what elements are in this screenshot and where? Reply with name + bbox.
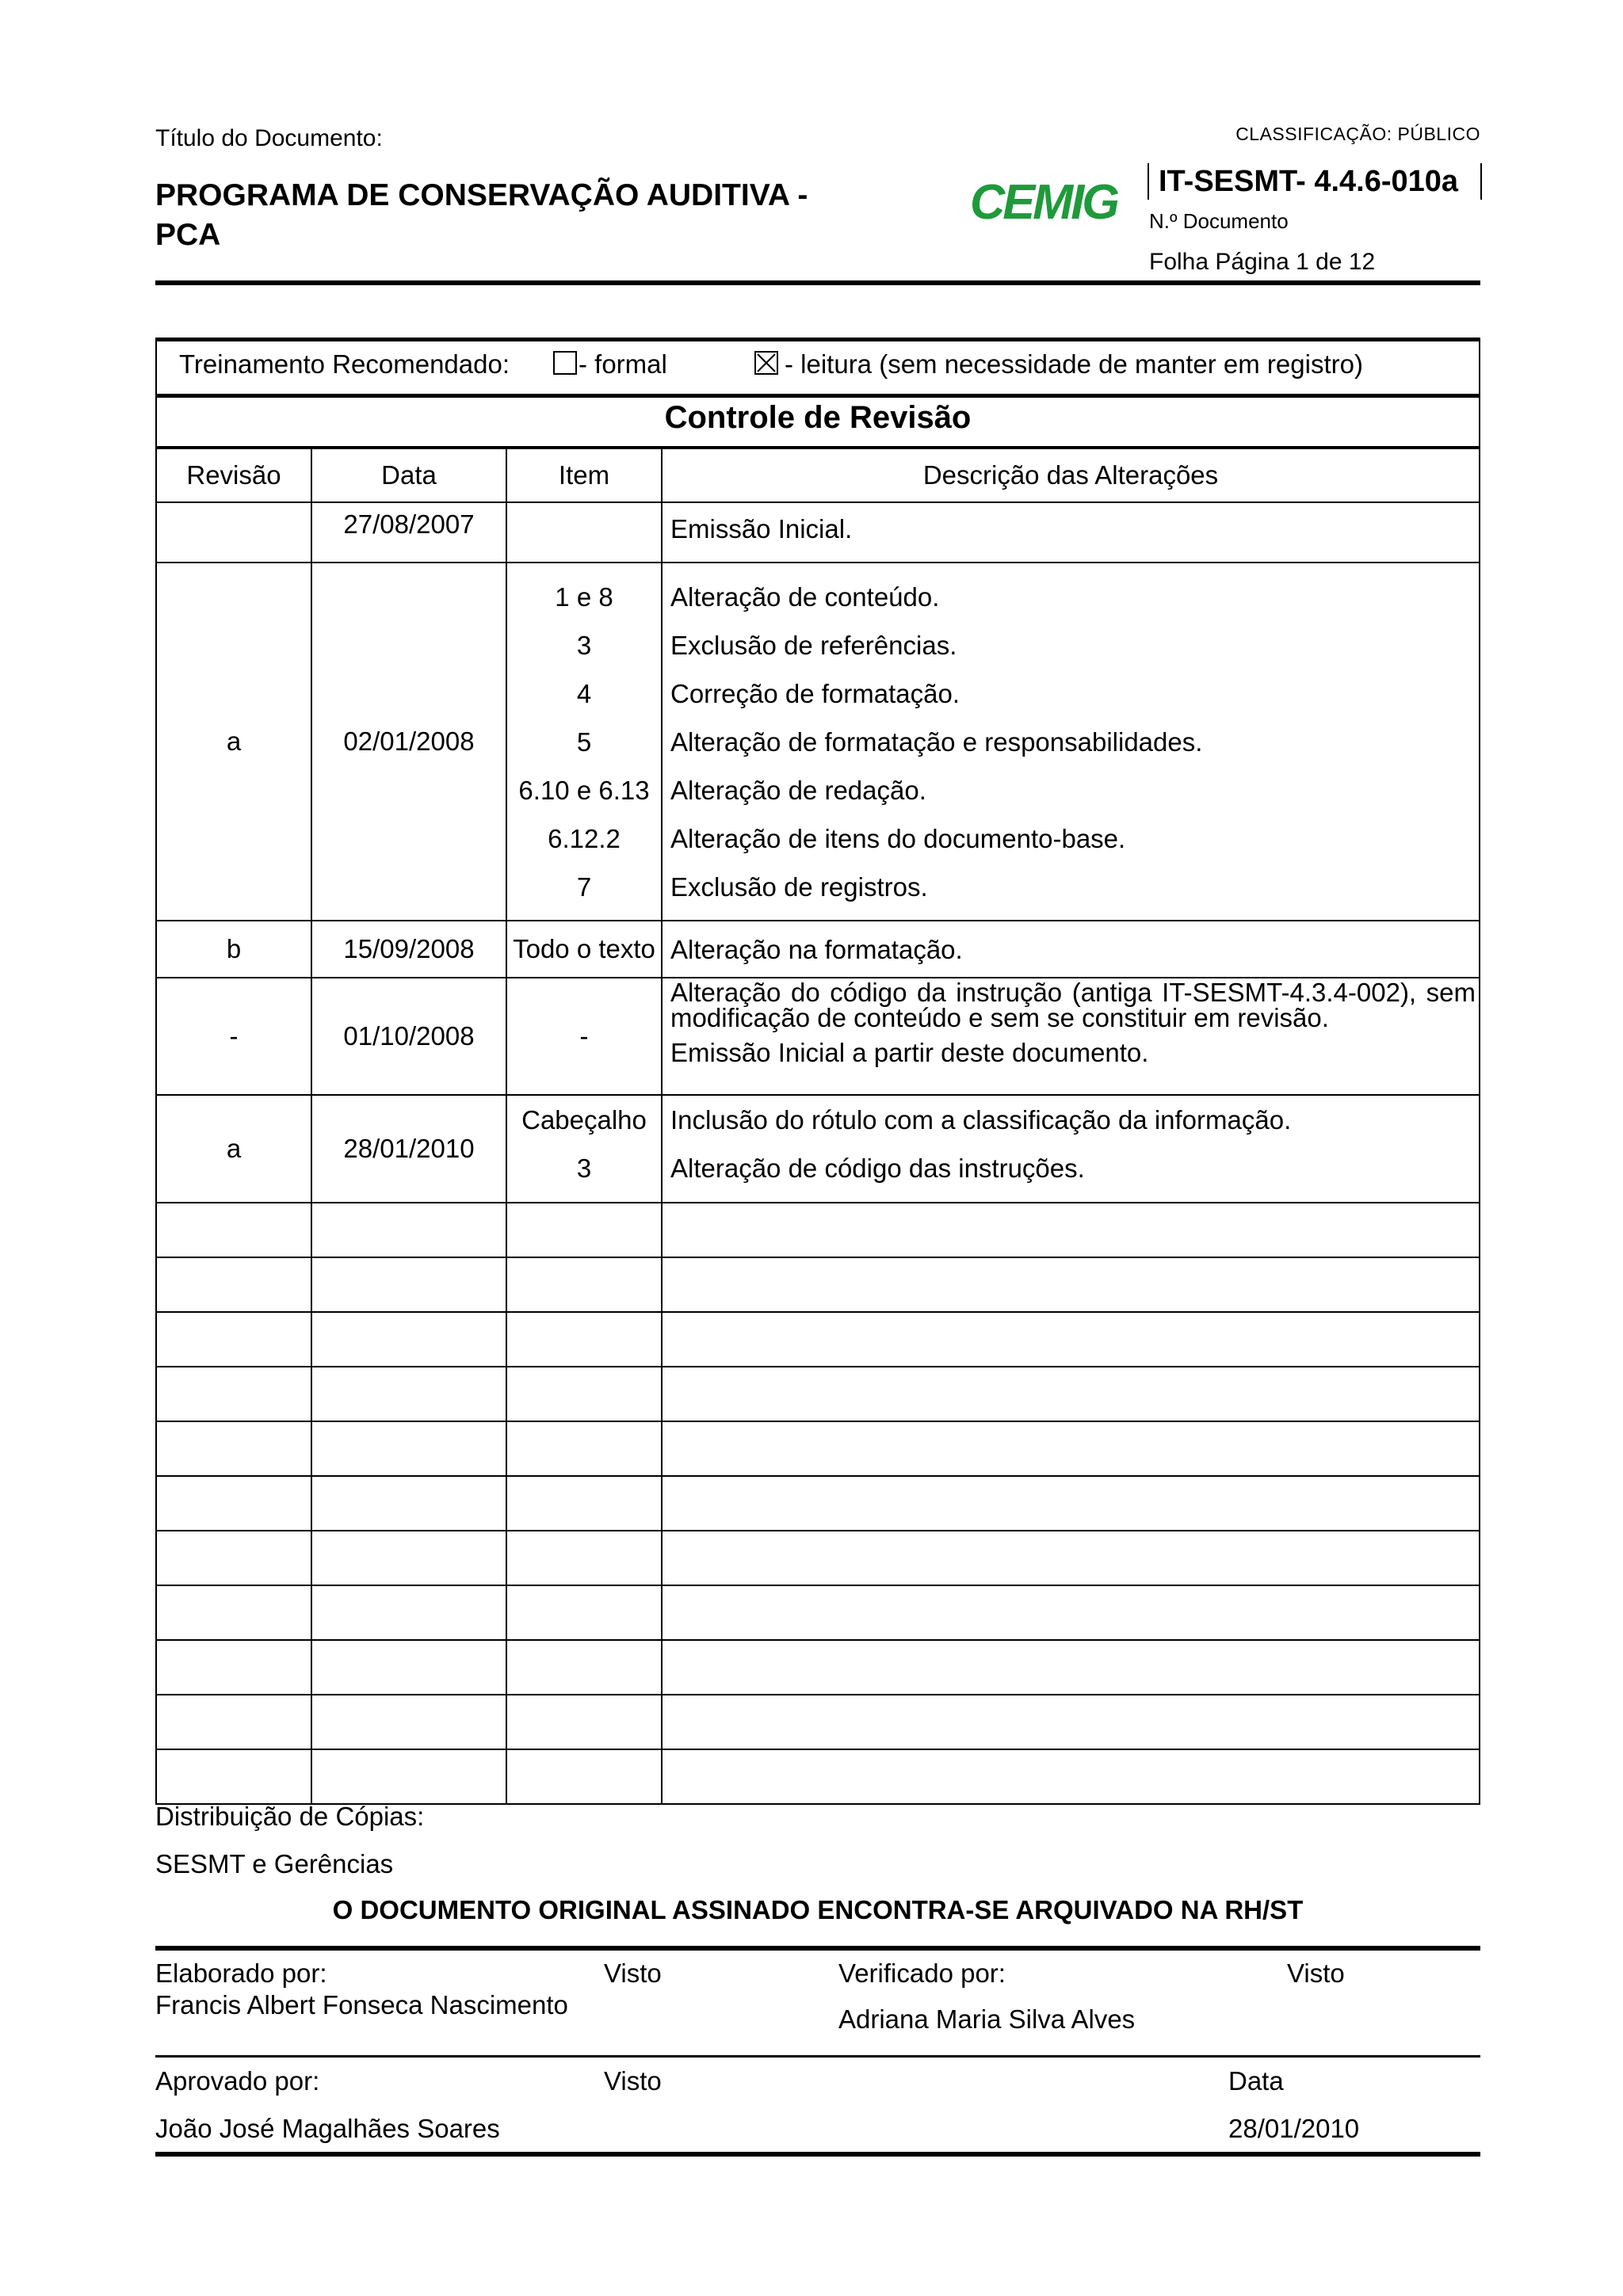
prepared-by-label: Elaborado por:	[155, 1958, 327, 1988]
table-row	[156, 978, 1480, 1095]
date-cell: 15/09/2008	[311, 921, 506, 978]
archived-note: O DOCUMENTO ORIGINAL ASSINADO ENCONTRA-SE ARQUIVADO NA RH/ST	[332, 1895, 1304, 1924]
empty-table-row	[156, 1421, 1480, 1476]
item-line: 4	[576, 678, 592, 708]
revision-cell: -	[156, 978, 311, 1095]
doc-number-box	[1148, 163, 1482, 200]
header-divider	[155, 280, 1480, 285]
col-header-revision: Revisão	[156, 448, 311, 502]
description-line: Alteração de conteúdo.	[670, 582, 940, 612]
revision-cell: b	[156, 921, 311, 978]
date-cell: 01/10/2008	[311, 978, 506, 1095]
item-line: 6.10 e 6.13	[518, 775, 650, 805]
document-title-line2: PCA	[155, 218, 221, 252]
signature-middle-divider	[155, 2055, 1480, 2058]
description-line: Alteração de redação.	[670, 775, 926, 805]
leitura-checkbox[interactable]	[754, 351, 778, 375]
training-label: Treinamento Recomendado:	[179, 349, 510, 379]
empty-table-row	[156, 1203, 1480, 1257]
empty-table-row	[156, 1312, 1480, 1367]
signature-top-divider	[155, 1946, 1480, 1951]
approval-date-label: Data	[1228, 2066, 1284, 2096]
description-line: Alteração de itens do documento-base.	[670, 823, 1126, 853]
prepared-by-name: Francis Albert Fonseca Nascimento	[155, 1990, 568, 2019]
leitura-option-label: - leitura (sem necessidade de manter em registro)	[785, 349, 1363, 379]
item-line: 7	[576, 871, 592, 902]
date-cell: 28/01/2010	[311, 1095, 506, 1203]
approved-by-name: João José Magalhães Soares	[155, 2114, 500, 2143]
revision-cell	[156, 502, 311, 563]
description-line: Alteração do código da instrução (antiga IT-SESMT-4.3.4-002), sem modificação de conteúdo e sem se constituir em revisão.	[670, 978, 1476, 1032]
training-row	[155, 338, 1480, 398]
approved-by-label: Aprovado por:	[155, 2066, 320, 2096]
revision-control-title: Controle de Revisão	[664, 400, 972, 435]
document-title-line1: PROGRAMA DE CONSERVAÇÃO AUDITIVA -	[155, 178, 808, 212]
revision-cell: a	[156, 1095, 311, 1203]
description-line: Alteração de código das instruções.	[670, 1154, 1085, 1183]
item-cell	[506, 563, 662, 921]
item-cell	[506, 502, 662, 563]
verified-by-name: Adriana Maria Silva Alves	[838, 2004, 1136, 2034]
item-line: 6.12.2	[548, 823, 621, 853]
description-line: Emissão Inicial a partir deste documento.	[670, 1038, 1149, 1067]
table-row	[156, 502, 1480, 563]
item-cell	[506, 1095, 662, 1203]
page-info: Folha Página 1 de 12	[1149, 249, 1376, 275]
item-line: 3	[576, 630, 592, 660]
description-line: Alteração na formatação.	[670, 934, 963, 964]
empty-table-row	[156, 1749, 1480, 1804]
table-row	[156, 921, 1480, 978]
description-cell	[662, 921, 1480, 978]
verified-by-label: Verificado por:	[838, 1958, 1006, 1988]
revision-cell: a	[156, 563, 311, 921]
checked-x-icon	[756, 353, 777, 373]
description-cell	[662, 502, 1480, 563]
revision-table-header	[156, 448, 1480, 502]
description-cell	[662, 1095, 1480, 1203]
signature-bottom-divider	[155, 2152, 1480, 2157]
description-cell	[662, 978, 1480, 1095]
description-line: Emissão Inicial.	[670, 514, 853, 543]
description-line: Inclusão do rótulo com a classificação da informação.	[670, 1105, 1292, 1135]
date-cell: 27/08/2007	[311, 502, 506, 563]
verified-visto-label: Visto	[1287, 1958, 1345, 1988]
empty-table-row	[156, 1367, 1480, 1421]
description-line: Exclusão de referências.	[670, 630, 957, 660]
formal-checkbox[interactable]	[553, 351, 577, 375]
distribution-label: Distribuição de Cópias:	[155, 1802, 425, 1831]
empty-table-row	[156, 1257, 1480, 1312]
table-row	[156, 563, 1480, 921]
empty-table-row	[156, 1531, 1480, 1585]
description-line: Exclusão de registros.	[670, 871, 928, 902]
approval-date-value: 28/01/2010	[1228, 2114, 1360, 2143]
cemig-logo-text: CEMIG	[970, 176, 1119, 227]
col-header-description: Descrição das Alterações	[662, 448, 1480, 502]
approved-visto-label: Visto	[604, 2066, 662, 2096]
revision-control-title-box	[155, 394, 1480, 448]
description-line: Correção de formatação.	[670, 678, 960, 708]
item-cell: -	[506, 978, 662, 1095]
classification-label: CLASSIFICAÇÃO: PÚBLICO	[1235, 124, 1480, 144]
distribution-value: SESMT e Gerências	[155, 1849, 394, 1878]
cemig-logo	[968, 176, 1119, 227]
doc-title-label: Título do Documento:	[155, 125, 383, 151]
document-title	[155, 176, 932, 255]
empty-table-row	[156, 1695, 1480, 1749]
description-line: Alteração de formatação e responsabilidades.	[670, 727, 1203, 757]
item-line: Cabeçalho	[521, 1105, 647, 1135]
item-line: 5	[576, 727, 592, 757]
item-cell: Todo o texto	[506, 921, 662, 978]
item-line: 1 e 8	[555, 582, 613, 612]
col-header-date: Data	[311, 448, 506, 502]
doc-number: IT-SESMT- 4.4.6-010a	[1159, 165, 1459, 198]
table-row	[156, 1095, 1480, 1203]
doc-number-label: N.º Documento	[1149, 209, 1289, 233]
item-line: 3	[576, 1154, 592, 1183]
col-header-item: Item	[506, 448, 662, 502]
empty-table-row	[156, 1640, 1480, 1695]
prepared-visto-label: Visto	[604, 1958, 662, 1988]
formal-option-label: - formal	[579, 349, 667, 379]
revision-table	[155, 448, 1480, 1805]
empty-table-row	[156, 1585, 1480, 1640]
empty-table-row	[156, 1476, 1480, 1531]
date-cell: 02/01/2008	[311, 563, 506, 921]
description-cell	[662, 563, 1480, 921]
